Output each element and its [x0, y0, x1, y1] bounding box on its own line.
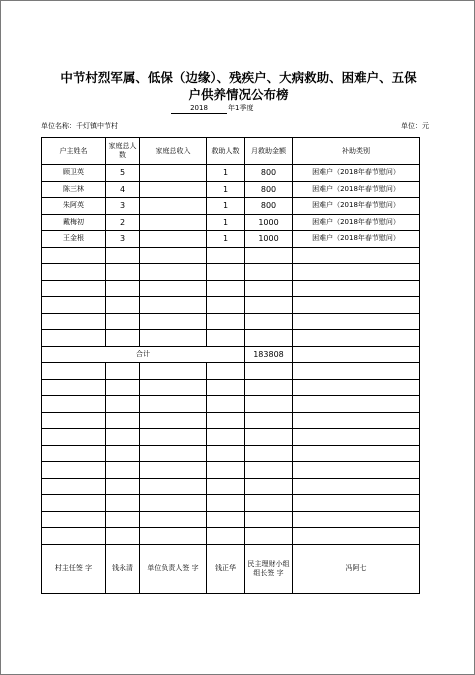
cell-aid-category: 困难户（2018年春节慰问）: [293, 165, 420, 182]
cell-household-income: [140, 198, 207, 215]
cell-monthly-amount: 800: [245, 165, 293, 182]
finance-group-label: 民主理财小组组长签 字: [245, 544, 293, 593]
table-row: [42, 214, 420, 231]
empty-row: [42, 478, 420, 495]
empty-row: [42, 429, 420, 446]
empty-row: [42, 445, 420, 462]
table-header-row: [42, 138, 420, 165]
document-title: [31, 69, 446, 103]
cell-aided-count: 1: [207, 214, 245, 231]
header-monthly-amount: 月救助金额: [245, 138, 293, 165]
table-row: [42, 165, 420, 182]
header-household-income: 家庭总收入: [140, 138, 207, 165]
cell-name: 陈三林: [42, 181, 106, 198]
header-aided-count: 救助人数: [207, 138, 245, 165]
header-name: 户主姓名: [42, 138, 106, 165]
cell-household-income: [140, 165, 207, 182]
cell-aided-count: 1: [207, 165, 245, 182]
cell-household-income: [140, 181, 207, 198]
cell-aid-category: 困难户（2018年春节慰问）: [293, 214, 420, 231]
empty-row: [42, 313, 420, 330]
village-head-name: 钱永清: [106, 544, 140, 593]
cell-name: 朱阿英: [42, 198, 106, 215]
empty-row: [42, 330, 420, 347]
cell-household-size: 2: [106, 214, 140, 231]
empty-row: [42, 495, 420, 512]
header-aid-category: 补助类别: [293, 138, 420, 165]
table-row: [42, 198, 420, 215]
finance-group-name: 冯阿七: [293, 544, 420, 593]
unit-head-name: 钱正华: [207, 544, 245, 593]
cell-aided-count: 1: [207, 231, 245, 248]
period-year: 2018: [171, 104, 227, 114]
title-line-2: 户供养情况公布榜: [188, 87, 289, 102]
empty-row: [42, 396, 420, 413]
unit-row: [41, 122, 429, 131]
unit-name: 单位名称：千灯镇中节村: [41, 122, 118, 130]
aid-table: [41, 137, 420, 594]
empty-row: [42, 511, 420, 528]
empty-row: [42, 462, 420, 479]
cell-household-size: 4: [106, 181, 140, 198]
total-row: [42, 346, 420, 363]
cell-monthly-amount: 800: [245, 198, 293, 215]
cell-household-income: [140, 214, 207, 231]
empty-row: [42, 264, 420, 281]
cell-aid-category: 困难户（2018年春节慰问）: [293, 198, 420, 215]
total-label: 合计: [42, 346, 245, 363]
cell-household-size: 3: [106, 198, 140, 215]
cell-household-size: 5: [106, 165, 140, 182]
cell-monthly-amount: 1000: [245, 231, 293, 248]
header-household-size: 家庭总人数: [106, 138, 140, 165]
currency-unit: 单位：元: [401, 122, 429, 130]
total-value: 183808: [245, 346, 293, 363]
cell-monthly-amount: 800: [245, 181, 293, 198]
cell-name: 王金根: [42, 231, 106, 248]
title-line-1: 中节村烈军属、低保（边缘）、残疾户、大病救助、困难户、五保: [60, 70, 417, 85]
cell-name: 戴梅初: [42, 214, 106, 231]
cell-aid-category: 困难户（2018年春节慰问）: [293, 231, 420, 248]
table-row: [42, 181, 420, 198]
empty-row: [42, 247, 420, 264]
empty-row: [42, 412, 420, 429]
cell-name: 顾卫英: [42, 165, 106, 182]
empty-row: [42, 379, 420, 396]
period-line: [171, 104, 311, 114]
empty-row: [42, 297, 420, 314]
cell-aid-category: 困难户（2018年春节慰问）: [293, 181, 420, 198]
empty-row: [42, 280, 420, 297]
signature-row: [42, 544, 420, 593]
empty-row: [42, 528, 420, 545]
cell-aided-count: 1: [207, 181, 245, 198]
unit-head-label: 单位负责人签 字: [140, 544, 207, 593]
cell-household-size: 3: [106, 231, 140, 248]
empty-row: [42, 363, 420, 380]
village-head-label: 村主任签 字: [42, 544, 106, 593]
period-quarter: 年1季度: [228, 104, 254, 112]
cell-household-income: [140, 231, 207, 248]
cell-monthly-amount: 1000: [245, 214, 293, 231]
cell-aided-count: 1: [207, 198, 245, 215]
table-row: [42, 231, 420, 248]
